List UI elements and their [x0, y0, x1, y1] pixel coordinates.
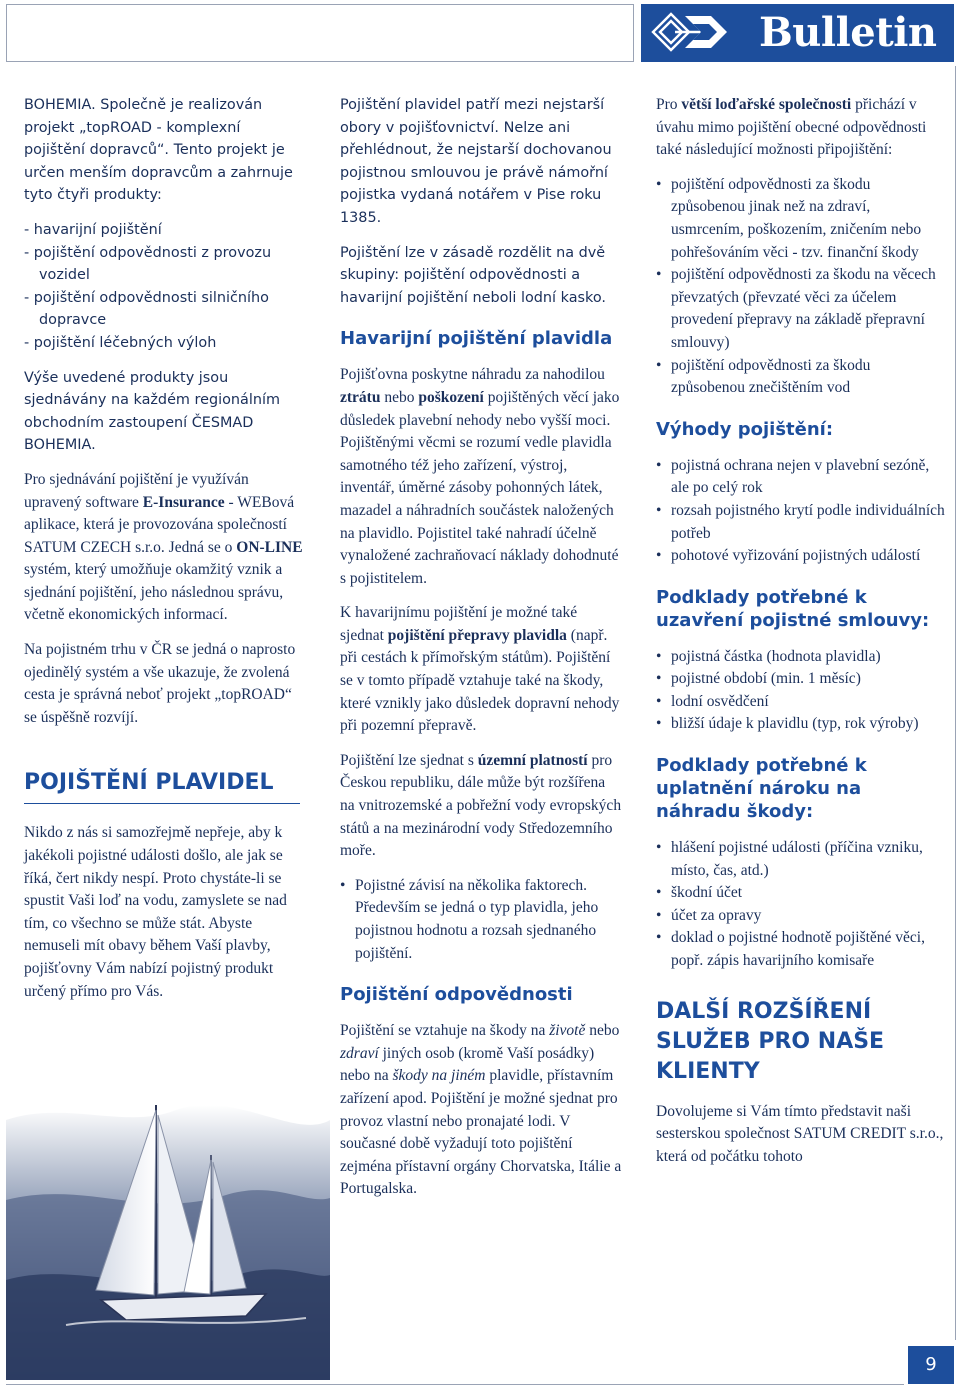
product-item: - havarijní pojištění [24, 221, 162, 238]
col2-paragraph: Pojištění lze v zásadě rozdělit na dvě skupiny: pojištění odpovědnosti a havarijní pojištění neboli lodní kasko. [340, 244, 606, 306]
product-item: - pojištění léčebných výloh [24, 334, 217, 351]
sailboat-photo [6, 1080, 330, 1380]
list-item: • škodní účet [656, 882, 946, 905]
list-item: • hlášení pojistné události (příčina vzniku, místo, čas, atd.) [656, 837, 946, 882]
column-1 [24, 94, 304, 1015]
list-item: • pojištění odpovědnosti za škodu způsobenou znečištěním vod [656, 355, 946, 400]
col1-paragraph: Pro sjednávání pojištění je využíván upravený software E-Insurance - WEBová aplikace, která je provozována společností SATUM CZECH s.r.o. Jedná se o ON-LINE systém, který umožňuje okamžitý vznik a sjednání pojištění, jeho následnou správu, včetně ekonomických informací. [24, 470, 303, 624]
list-item: • pojistná částka (hodnota plavidla) [656, 646, 946, 669]
col2-paragraph: Pojišťovna poskytne náhradu za nahodilou ztrátu nebo poškození pojištěných věcí jako důsledek plavební nehody nebo vyšší moci. Pojištěnými věcmi se rozumí vedle plavidla samotného též jeho zařízení, výstroj, inventář, úměrné zásoby pohonných látek, mazadel a náhradních součástek naložených na plavidlo. Pojistitel také nahradí účelně vynaložené zachraňovací náklady dohodnuté s pojistitelem. [340, 366, 620, 587]
list-item: • pohotové vyřizování pojistných událostí [656, 545, 946, 568]
section-heading-vyhody: Výhody pojištění: [656, 418, 834, 440]
benefits-list [656, 455, 946, 568]
col3-paragraph: Pro větší loďařské společnosti přichází v úvahu mimo pojištění obecné odpovědnosti také následující možnosti připojištění: [656, 96, 927, 159]
list-item: • pojištění odpovědnosti za škodu způsobenou jinak než na zdraví, usmrcením, poškozením, zničením nebo pohřešováním věci - tzv. finanční škody [656, 174, 946, 264]
coverage-list [656, 174, 946, 400]
list-item: • doklad o pojistné hodnotě pojištěné věci, popř. zápis havarijního komisaře [656, 927, 946, 972]
col2-paragraph: Pojištění plavidel patří mezi nejstarší obory v pojišťovnictví. Nelze ani přehlédnout, že nejstarší dochovanou pojistnou smlouvou je právě námořní pojistka vydaná notářem v Pise roku 1385. [340, 97, 612, 226]
col3-paragraph: Dovolujeme si Vám tímto představit naši sesterskou společnost SATUM CREDIT s.r.o., která od počátku tohoto [656, 1102, 944, 1165]
product-item: - pojištění odpovědnosti z provozu vozidel [24, 244, 272, 284]
right-divider [955, 66, 956, 1340]
section-heading-odpovednost: Pojištění odpovědnosti [340, 984, 573, 1006]
claim-documents-list [656, 837, 946, 973]
section-heading-dalsi-rozsireni: DALŠÍ ROZŠÍŘENÍ SLUŽEB PRO NAŠE KLIENTY [656, 998, 885, 1084]
column-3 [656, 94, 946, 1180]
list-item: • bližší údaje k plavidlu (typ, rok výroby) [656, 713, 946, 736]
col2-bullet-list [340, 875, 622, 965]
col1-paragraph: Nikdo z nás si samozřejmě nepřeje, aby k jakékoli pojistné události došlo, ale jak se říká, čert nikdy nespí. Proto chystáte-li se spustit Vaši loď na vodu, zamyslete se nad tím, co všechno se může stát. Abyste nemuseli mít obavy během Vaší plavby, pojišťovny Vám nabízí pojistný produkt určený přímo pro Vás. [24, 824, 287, 1000]
bottom-divider [6, 1384, 904, 1385]
list-item: • pojištění odpovědnosti za škodu na věcech převzatých (převzaté věci za účelem provedení přepravy na základě přepravní smlouvy) [656, 264, 946, 354]
list-item: • rozsah pojistného krytí podle individuálních potřeb [656, 500, 946, 545]
section-heading-havarijni: Havarijní pojištění plavidla [340, 328, 613, 350]
bulletin-header [641, 4, 954, 62]
col2-paragraph: Pojištění se vztahuje na škody na životě nebo zdraví jiných osob (kromě Vaší posádky) nebo na škody na jiném plavidle, přístavním zařízení apod. Pojištění je možné sjednat pro provoz vlastní nebo pronajaté lodi. V současné době vyžadují toto pojištění zejména přístavní orgány Chorvatska, Itálie a Portugalska. [340, 1022, 622, 1198]
col1-paragraph: Na pojistném trhu v ČR se jedná o naprosto ojedinělý systém a vše ukazuje, že zvolená cesta je správná neboť projekt „topROAD“ se úspěšně rozvíjí. [24, 641, 296, 726]
col2-paragraph: Pojištění lze sjednat s územní platností pro Českou republiku, dále může být rozšířena na vnitrozemské a pobřežní vody evropských států a na mezinárodní vody Středozemního moře. [340, 751, 622, 860]
page-number: 9 [908, 1346, 954, 1384]
section-heading-podklady-skoda: Podklady potřebné k uplatnění nároku na náhradu škody: [656, 755, 867, 823]
list-item: • pojistná ochrana nejen v plavební sezóně, ale po celý rok [656, 455, 946, 500]
list-item: • Pojistné závisí na několika faktorech. Především se jedná o typ plavidla, jeho pojistnou hodnotu a rozsah sjednaného pojištění. [340, 875, 622, 965]
list-item: • pojistné období (min. 1 měsíc) [656, 668, 946, 691]
bulletin-title: Bulletin [759, 9, 937, 56]
list-item: • lodní osvědčení [656, 691, 946, 714]
top-frame [6, 4, 634, 62]
col1-intro: BOHEMIA. Společně je realizován projekt „topROAD - komplexní pojištění dopravců“. Tento projekt je určen menším dopravcům a zahrnuje tyto čtyři produkty: [24, 97, 293, 204]
product-list [24, 219, 304, 355]
list-item: • účet za opravy [656, 905, 946, 928]
col1-paragraph: Výše uvedené produkty jsou sjednávány na každém regionálním obchodním zastoupení ČESMAD BOHEMIA. [24, 369, 280, 454]
section-heading: POJIŠTĚNÍ PLAVIDEL [24, 770, 274, 796]
bulletin-logo-icon [651, 12, 747, 52]
contract-documents-list [656, 646, 946, 736]
product-item: - pojištění odpovědnosti silničního dopravce [24, 289, 269, 329]
heading-rule [24, 803, 300, 804]
col2-paragraph: K havarijnímu pojištění je možné také sjednat pojištění přepravy plavidla (např. při cestách k přímořským státům). Pojištění se v tomto případě vztahuje také na škody, které vznikly jako důsledek dopravní nehody při pozemní přepravě. [340, 604, 620, 735]
column-2 [340, 94, 622, 1213]
section-heading-podklady-smlouva: Podklady potřebné k uzavření pojistné smlouvy: [656, 586, 930, 631]
